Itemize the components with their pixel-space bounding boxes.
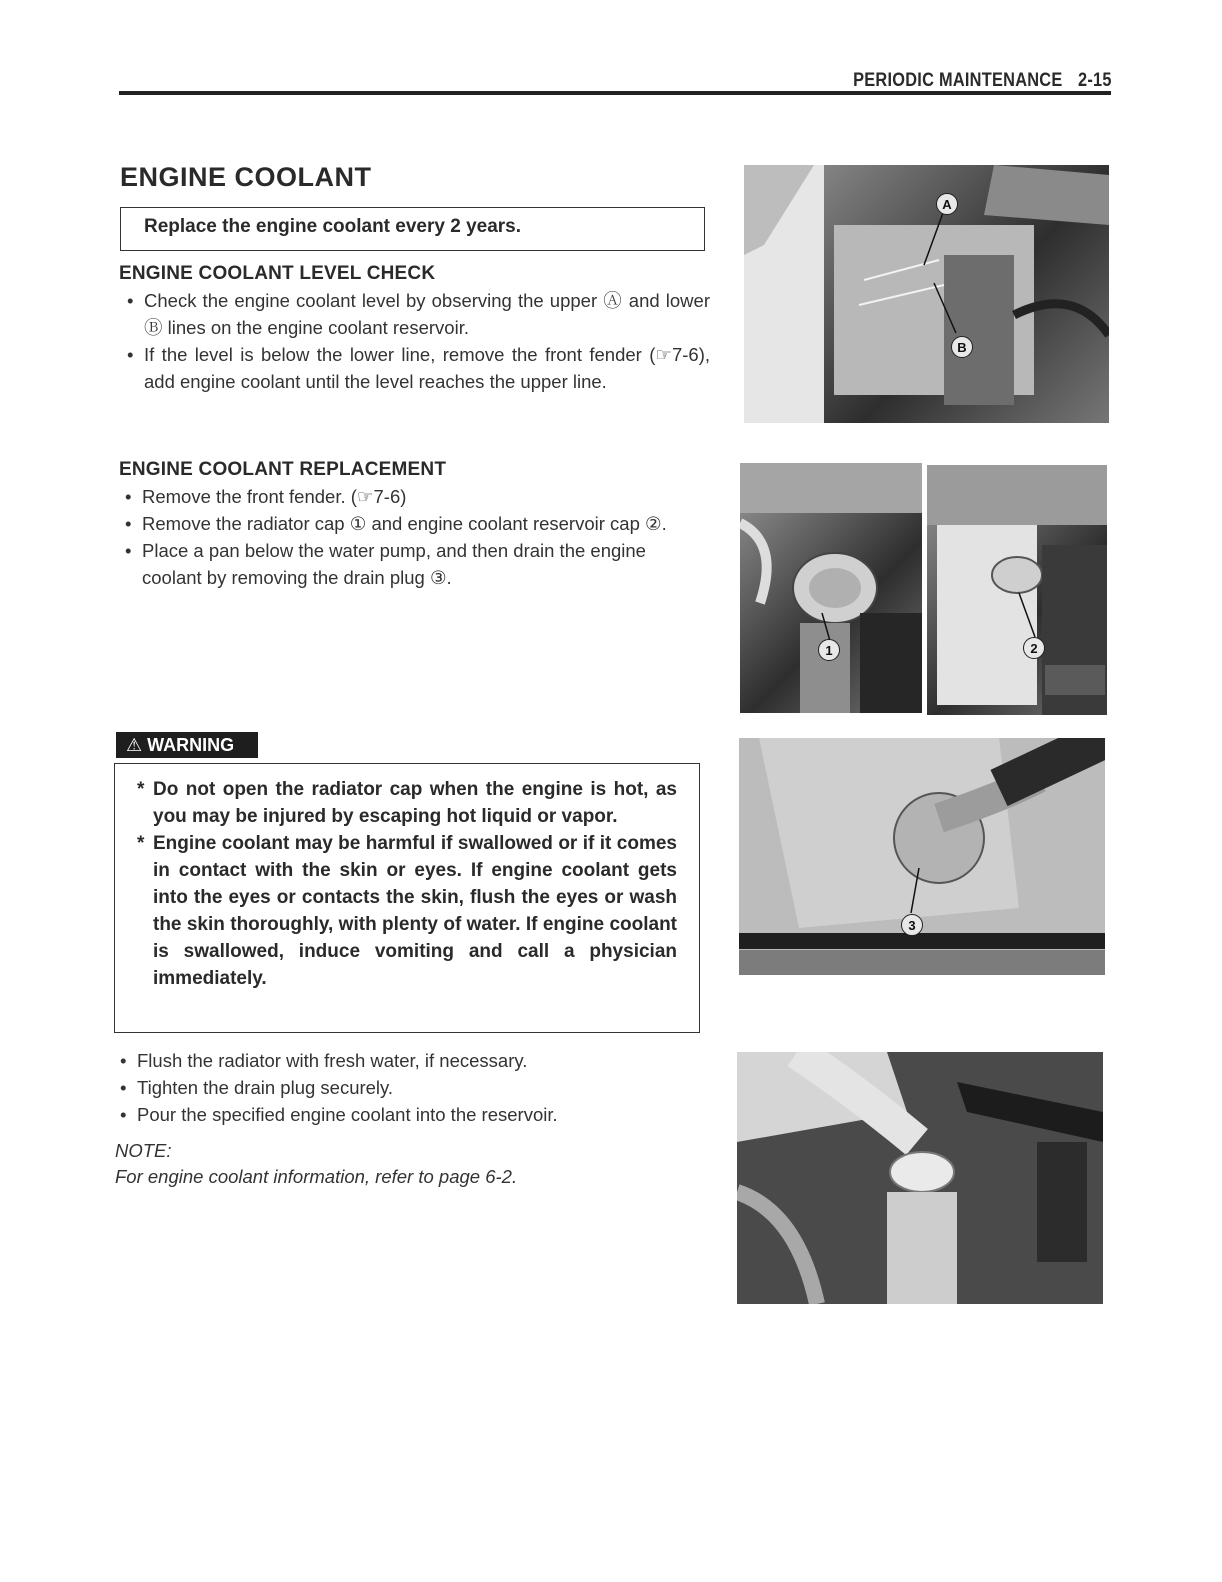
callout-upper-line: A: [936, 193, 958, 215]
note-text: For engine coolant information, refer to page 6-2.: [115, 1166, 518, 1187]
header-section: PERIODIC MAINTENANCE: [853, 70, 1063, 91]
reservoir-cap-illustration: [927, 465, 1107, 715]
callout-radiator-cap: 1: [818, 639, 840, 661]
warning-label: ⚠ WARNING: [116, 732, 258, 758]
list-item: • Place a pan below the water pump, and then drain the engine coolant by removing the drain plug ③.: [120, 537, 710, 591]
replacement-heading: ENGINE COOLANT REPLACEMENT: [119, 459, 447, 480]
drain-plug-photo: [739, 738, 1105, 975]
pour-coolant-photo: [737, 1052, 1103, 1304]
page-title: ENGINE COOLANT: [120, 162, 372, 192]
level-check-list: [122, 287, 710, 395]
list-item: • If the level is below the lower line, remove the front fender (☞7-6), add engine coolant until the level reaches the upper line.: [122, 341, 710, 395]
warning-item: * Engine coolant may be harmful if swallowed or if it comes in contact with the skin or eyes. If engine coolant gets into the eyes or contacts the skin, flush the eyes or wash the skin thoroughly, with plenty of water. If engine coolant is swallowed, induce vomiting and call a physician immediately.: [137, 830, 677, 992]
list-item: • Check the engine coolant level by observing the upper Ⓐ and lower Ⓑ lines on the engine coolant reservoir.: [122, 287, 710, 341]
list-item: • Tighten the drain plug securely.: [115, 1074, 715, 1101]
list-item: • Flush the radiator with fresh water, if necessary.: [115, 1047, 715, 1074]
interval-box: Replace the engine coolant every 2 years.: [120, 207, 705, 251]
header-page-number: 2-15: [1078, 70, 1112, 91]
note-label: NOTE:: [115, 1140, 172, 1161]
list-item: • Pour the specified engine coolant into the reservoir.: [115, 1101, 715, 1128]
list-item: • Remove the radiator cap ① and engine coolant reservoir cap ②.: [120, 510, 710, 537]
replacement-list: [120, 483, 710, 591]
callout-lower-line: B: [951, 336, 973, 358]
drain-plug-illustration: [739, 738, 1105, 975]
list-item: • Remove the front fender. (☞7-6): [120, 483, 710, 510]
radiator-cap-illustration: [740, 463, 922, 713]
callout-reservoir-cap: 2: [1023, 637, 1045, 659]
page-header: [853, 70, 1112, 92]
level-check-heading: ENGINE COOLANT LEVEL CHECK: [119, 263, 436, 284]
radiator-cap-photo: [740, 463, 922, 713]
after-steps-list: [115, 1047, 715, 1128]
header-rule: [119, 91, 1111, 95]
reservoir-level-illustration: [744, 165, 1109, 423]
warning-box: [114, 763, 700, 1033]
pour-coolant-illustration: [737, 1052, 1103, 1304]
callout-drain-plug: 3: [901, 914, 923, 936]
warning-item: * Do not open the radiator cap when the engine is hot, as you may be injured by escaping hot liquid or vapor.: [137, 776, 677, 830]
reservoir-cap-photo: [927, 465, 1107, 715]
reservoir-level-photo: [744, 165, 1109, 423]
